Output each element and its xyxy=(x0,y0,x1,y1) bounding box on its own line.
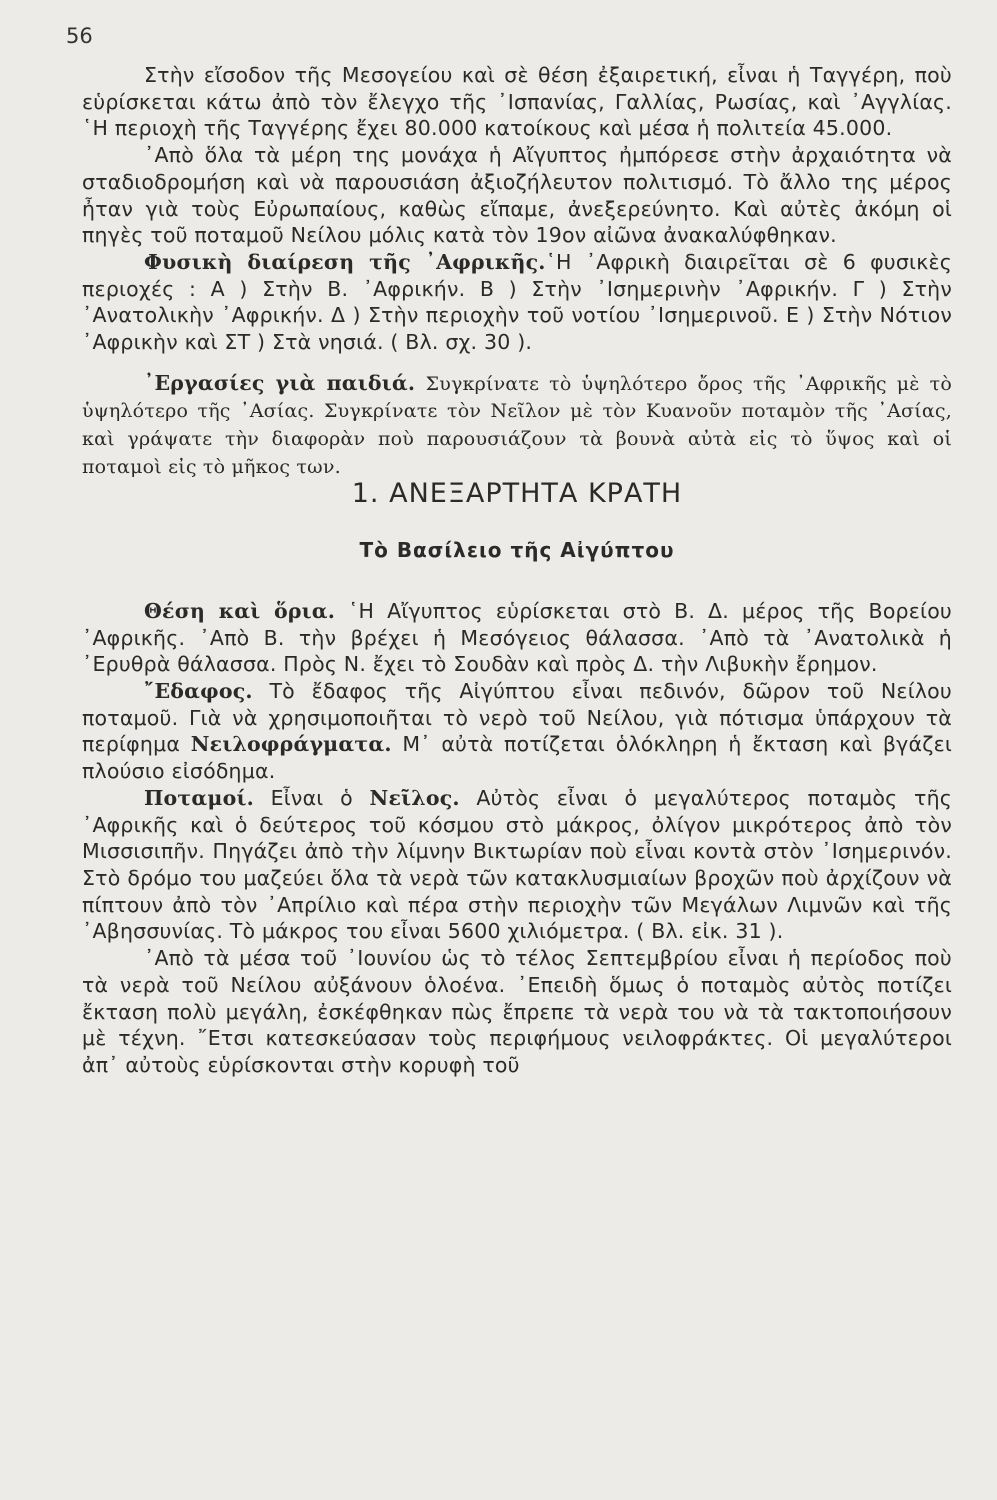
paragraph-physical-division xyxy=(82,249,952,356)
soil-text-2: Μ᾿ αὐτὰ ποτίζεται ὁλόκληρη ἡ ἔκταση καὶ βγάζει πλούσιο εἰσόδημα. xyxy=(82,732,952,784)
position-text: ῾Η Αἴγυπτος εὑρίσκεται στὸ Β. Δ. μέρος τῆς Βορείου ᾿Αφρικῆς. ᾿Απὸ Β. τὴν βρέχει ἡ Μεσόγειος θάλασσα. ᾿Απὸ τὰ ᾿Ανατολικὰ ἡ ᾿Ερυθρὰ θάλασσα. Πρὸς Ν. ἔχει τὸ Σουδὰν καὶ πρὸς Δ. τὴν Λιβυκὴν ἔρημον. xyxy=(82,598,952,677)
rivers-text-1: Εἶναι ὁ xyxy=(270,785,353,810)
paragraph-soil xyxy=(82,678,952,785)
soil-bold-term: Νειλοφράγματα. xyxy=(190,732,392,757)
paragraph-egypt-antiquity: ᾿Απὸ ὅλα τὰ μέρη της μονάχα ἡ Αἴγυπτος ἠμπόρεσε στὴν ἀρχαιότητα νὰ σταδιοδρομήση καὶ νὰ παρουσιάση ἀξιοζήλευτον πολιτισμό. Τὸ ἄλλο της μέρος ἦταν γιὰ τοὺς Εὐρωπαίους, καθὼς εἴπαμε, ἀνεξερεύνητο. Καὶ αὐτὲς ἀκόμη οἱ πηγὲς τοῦ ποταμοῦ Νείλου μόλις κατὰ τὸν 19ον αἰῶνα ἀνακαλύφθηκαν. xyxy=(82,143,952,248)
position-heading: Θέση καὶ ὅρια. xyxy=(144,598,336,623)
rivers-text-2: Αὐτὸς εἶναι ὁ μεγαλύτερος ποταμὸς τῆς ᾿Αφρικῆς καὶ ὁ δεύτερος τοῦ κόσμου στὸ μάκρος, ὀλίγον μικρότερος ἀπὸ τὸν Μισσισιπῆν. Πηγάζει ἀπὸ τὴν λίμνην Βικτωρίαν ποὺ εἶναι κοντὰ στὸν ᾿Ισημερινόν. Στὸ δρόμο του μαζεύει ὅλα τὰ νερὰ τῶν κατακλυσμιαίων βροχῶν ποὺ ἀρχίζουν νὰ πίπτουν ἀπὸ τὸν ᾿Απρίλιο καὶ πέρα στὴν περιοχὴν τῶν Μεγάλων Λιμνῶν καὶ τῆς ᾿Αβησσυνίας. Τὸ μάκρος του εἶναι 5600 χιλιόμετρα. ( Βλ. εἰκ. 31 ). xyxy=(82,785,952,944)
paragraph-position xyxy=(82,598,952,678)
page-content xyxy=(82,62,952,1079)
subsection-title: Τὸ Βασίλειο τῆς Αἰγύπτου xyxy=(359,538,675,563)
rivers-heading: Ποταμοί. xyxy=(144,785,254,810)
soil-text-1: Τὸ ἔδαφος τῆς Αἰγύπτου εἶναι πεδινόν, δῶρον τοῦ Νείλου ποταμοῦ. Γιὰ νὰ χρησιμοποιῆται τὸ νερὸ τοῦ Νείλου, γιὰ πότισμα ὑπάρχουν τὰ περίφημα xyxy=(82,679,952,757)
exercises-heading: ᾿Εργασίες γιὰ παιδιά. xyxy=(144,370,416,395)
paragraph-rivers xyxy=(82,785,952,945)
page-number: 56 xyxy=(66,24,93,48)
paragraph-tangier: Στὴν εἴσοδον τῆς Μεσογείου καὶ σὲ θέση ἐξαιρετική, εἶναι ἡ Ταγγέρη, ποὺ εὑρίσκεται κάτω ἀπὸ τὸν ἔλεγχο τῆς ᾿Ισπανίας, Γαλλίας, Ρωσίας, καὶ ᾿Αγγλίας. ῾Η περιοχὴ τῆς Ταγγέρης ἔχει 80.000 κατοίκους καὶ μέσα ἡ πολιτεία 45.000. xyxy=(82,63,952,141)
exercises-text: Συγκρίνατε τὸ ὑψηλότερο ὄρος τῆς ᾿Αφρικῆς μὲ τὸ ὑψηλότερο τῆς ᾿Ασίας. Συγκρίνατε τὸν Νεῖλον μὲ τὸν Κυανοῦν ποταμὸν τῆς ᾿Ασίας, καὶ γράψατε τὴν διαφορὰν ποὺ παρουσιάζουν τὰ βουνὰ αὐτὰ εἰς τὸ ὕψος καὶ οἱ ποταμοὶ εἰς τὸ μῆκος των. xyxy=(82,372,952,478)
physical-division-heading: Φυσικὴ διαίρεση τῆς ᾿Αφρικῆς. xyxy=(144,249,546,274)
paragraph-exercises xyxy=(82,370,952,481)
soil-heading: ῎Εδαφος. xyxy=(144,679,253,704)
paragraph-nile-floods: ᾿Απὸ τὰ μέσα τοῦ ᾿Ιουνίου ὡς τὸ τέλος Σεπτεμβρίου εἶναι ἡ περίοδος ποὺ τὰ νερὰ τοῦ Νείλου αὐξάνουν ὁλοένα. ᾿Επειδὴ ὅμως ὁ ποταμὸς αὐτὸς ποτίζει ἔκταση πολὺ μεγάλη, ἐσκέφθηκαν πὼς ἔπρεπε τὰ νερὰ του νὰ τὰ τακτοποιήσουν μὲ τέχνη. ῎Ετσι κατεσκεύασαν τοὺς περιφήμους νειλοφράκτες. Οἱ μεγαλύτεροι ἀπ᾿ αὐτοὺς εὑρίσκονται στὴν κορυφὴ τοῦ xyxy=(82,946,952,1077)
rivers-bold-term: Νεῖλος. xyxy=(369,785,460,810)
section-title: 1. ΑΝΕΞΑΡΤΗΤΑ ΚΡΑΤΗ xyxy=(351,477,683,509)
physical-division-text: ῾Η ᾿Αφρικὴ διαιρεῖται σὲ 6 φυσικὲς περιοχές : Α ) Στὴν Β. ᾿Αφρικήν. Β ) Στὴν ᾿Ισημερινὴν ᾿Αφρικήν. Γ ) Στὴν ᾿Ανατολικὴν ᾿Αφρικήν. Δ ) Στὴν περιοχὴν τοῦ νοτίου ᾿Ισημερινοῦ. Ε ) Στὴν Νότιον ᾿Αφρικὴν καὶ ΣΤ ) Στὰ νησιά. ( Βλ. σχ. 30 ). xyxy=(82,249,952,355)
